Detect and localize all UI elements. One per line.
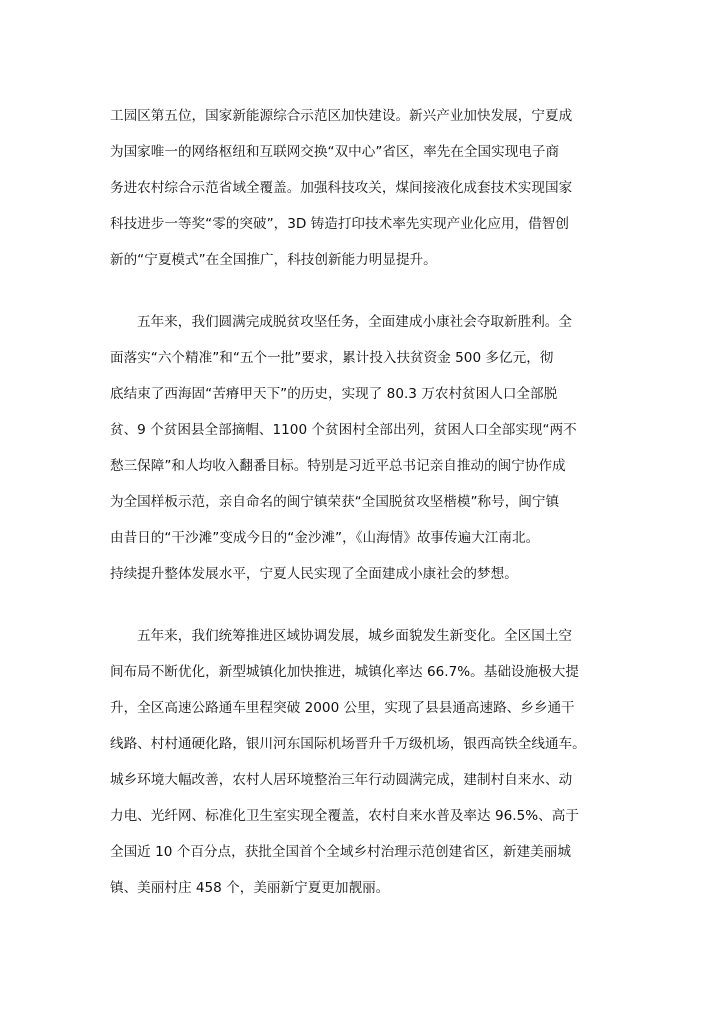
text-line: 力电、光纤网、标准化卫生室实现全覆盖，农村自来水普及率达 96.5%、高于 [110,808,579,824]
text-line: 间布局不断优化，新型城镇化加快推进，城镇化率达 66.7%。基础设施极大提 [110,664,579,680]
text-line: 升，全区高速公路通车里程突破 2000 公里，实现了县县通高速路、乡乡通干 [110,700,575,716]
text-line: 镇、美丽村庄 458 个，美丽新宁夏更加靓丽。 [110,880,390,896]
text-line: 为国家唯一的网络枢纽和互联网交换“双中心”省区，率先在全国实现电子商 [110,144,560,160]
text-line: 工园区第五位，国家新能源综合示范区加快建设。新兴产业加快发展，宁夏成 [110,108,573,124]
text-line: 面落实“六个精准”和“五个一批”要求，累计投入扶贫资金 500 多亿元，彻 [110,350,554,366]
text-line: 底结束了西海固“苦瘠甲天下”的历史，实现了 80.3 万农村贫困人口全部脱 [110,386,558,402]
text-line: 五年来，我们统筹推进区域协调发展，城乡面貌发生新变化。全区国土空 [137,628,572,644]
text-line: 城乡环境大幅改善，农村人居环境整治三年行动圆满完成，建制村自来水、动 [110,772,573,788]
text-line: 五年来，我们圆满完成脱贫攻坚任务，全面建成小康社会夺取新胜利。全 [137,314,572,330]
text-line: 由昔日的“干沙滩”变成今日的“金沙滩”，《山海情》故事传遍大江南北。 [110,530,540,546]
text-line: 愁三保障”和人均收入翻番目标。特别是习近平总书记亲自推动的闽宁协作成 [110,458,566,474]
text-line: 全国近 10 个百分点，获批全国首个全域乡村治理示范创建省区，新建美丽城 [110,844,571,860]
text-line: 贫、9 个贫困县全部摘帽、1100 个贫困村全部出列，贫困人口全部实现“两不 [110,422,577,438]
text-line: 科技进步一等奖“零的突破”，3D 铸造打印技术率先实现产业化应用，借智创 [110,216,569,232]
text-line: 线路、村村通硬化路，银川河东国际机场晋升千万级机场，银西高铁全线通车。 [110,736,586,752]
text-line: 务进农村综合示范省域全覆盖。加强科技攻关，煤间接液化成套技术实现国家 [110,180,573,196]
text-line: 新的“宁夏模式”在全国推广，科技创新能力明显提升。 [110,252,437,268]
text-line: 为全国样板示范，亲自命名的闽宁镇荣获“全国脱贫攻坚楷模”称号，闽宁镇 [110,494,560,510]
text-line: 持续提升整体发展水平，宁夏人民实现了全面建成小康社会的梦想。 [110,566,518,582]
